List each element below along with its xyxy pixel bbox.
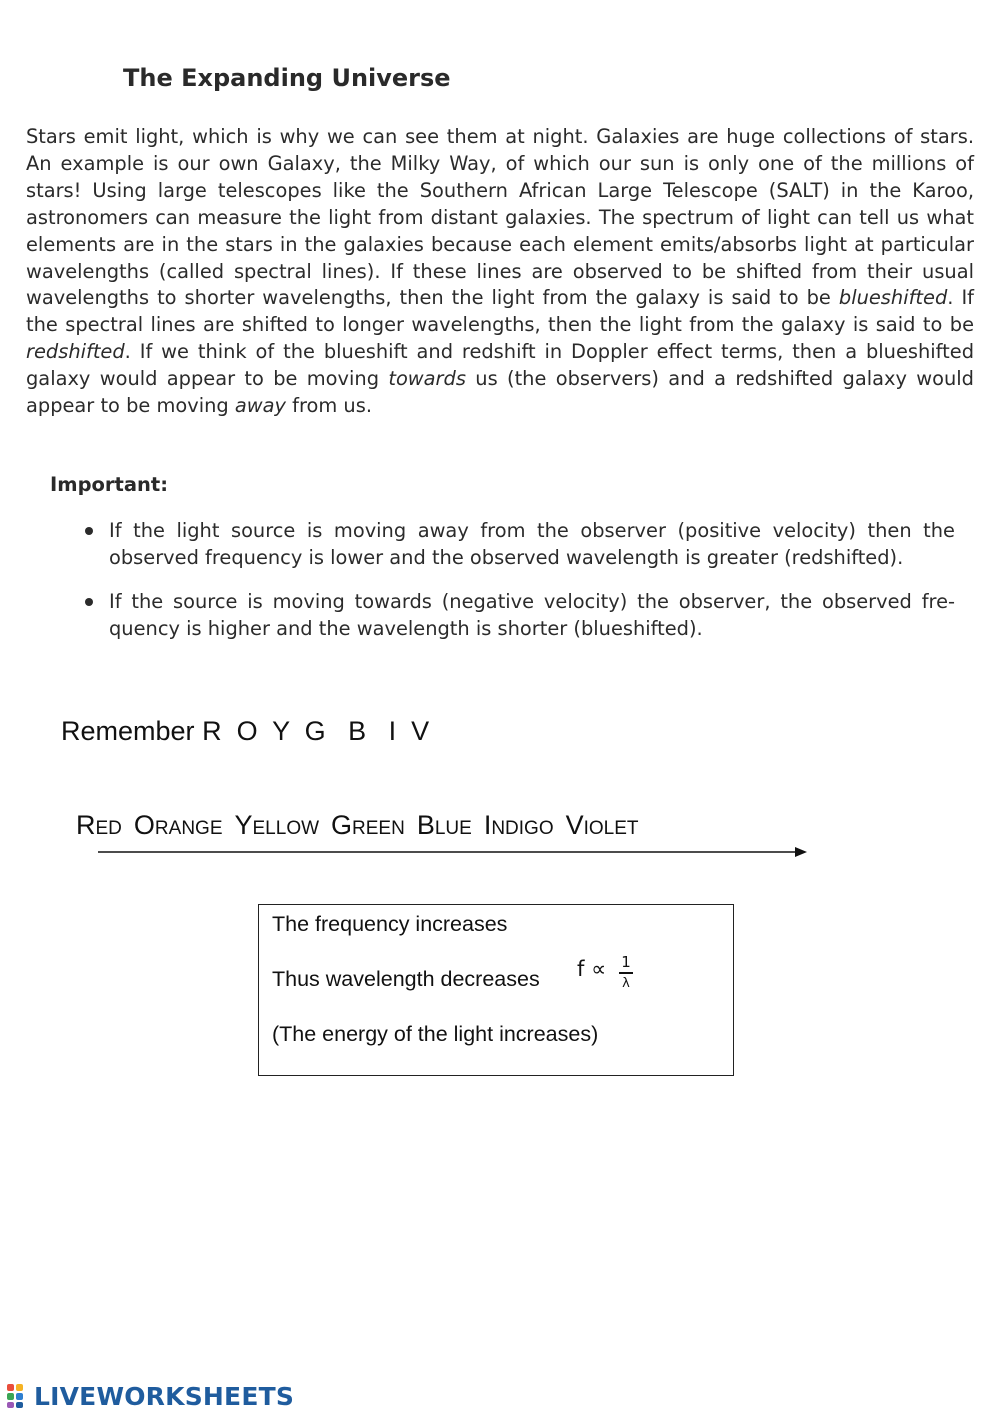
info-box (258, 904, 734, 1076)
term-away: away (234, 394, 286, 418)
color-list (61, 779, 651, 841)
remember-label: Remember (61, 716, 195, 746)
intro-text: . If we think of the blueshift and redshift in Doppler effect terms, then a blueshifted galaxy would appear to be moving (26, 340, 974, 391)
intro-text: from us. (285, 394, 372, 418)
arrow-right-icon (98, 843, 810, 861)
color-violet: Violet (565, 810, 639, 840)
roygbiv-letters: R O Y G B I V (202, 716, 430, 746)
bullet-item: If the source is moving towards (negative velocity) the observer, the observed fre-quency is higher and the wavelength is shorter (blueshifted). (85, 588, 955, 642)
intro-text: us (the observers) and a redshifted galaxy would appear to be moving (26, 367, 974, 418)
color-yellow: Yellow (234, 810, 320, 840)
logo-text: LIVEWORKSHEETS (34, 1381, 295, 1411)
remember-line (61, 716, 429, 747)
box-line-wavelength: Thus wavelength decreases (272, 967, 540, 991)
bullet-item: If the light source is moving away from the observer (positive velocity) then the observed frequency is lower and the observed wavelength is greater (redshifted). (85, 517, 955, 571)
box-line-energy: (The energy of the light increases) (272, 1022, 599, 1046)
intro-text: Stars emit light, which is why we can see them at night. Galaxies are huge collections of stars. An example is our own Galaxy, the Milky Way, of which our sun is only one of the millions of stars! Using large telescopes like the Southern African Large Telescope (SALT) in the Karoo, astronomers can measure the light from distant galaxies. The spectrum of light can tell us what elements are in the stars in the galaxies because each element emits/absorbs light at particular wavelengths (called spectral lines). If these lines are observed to be shifted from their usual wavelengths to shorter wavelengths, then the light from the galaxy is said to be (26, 125, 974, 310)
fraction-denominator: λ (622, 975, 630, 991)
page-title: The Expanding Universe (123, 64, 451, 92)
color-blue: Blue (416, 810, 472, 840)
fraction-bar (619, 972, 633, 974)
important-list (85, 517, 955, 659)
liveworksheets-logo (6, 1380, 294, 1412)
color-indigo: Indigo (483, 810, 554, 840)
intro-paragraph (26, 124, 974, 420)
term-redshifted: redshifted (26, 340, 125, 364)
term-towards: towards (388, 367, 466, 391)
fraction (619, 953, 633, 993)
box-line-frequency: The frequency increases (272, 912, 508, 936)
intro-text: . If the spectral lines are shifted to longer wavelengths, then the light from the galaxy is said to be (26, 286, 974, 337)
color-green: Green (331, 810, 405, 840)
liveworksheets-logo-icon (6, 1383, 32, 1409)
proportional-formula: f ∝ (577, 957, 607, 981)
important-heading: Important: (50, 473, 169, 496)
term-blueshifted: blueshifted (838, 286, 948, 310)
color-orange: Orange (133, 810, 223, 840)
fraction-numerator: 1 (621, 953, 631, 971)
color-red: Red (76, 810, 122, 840)
